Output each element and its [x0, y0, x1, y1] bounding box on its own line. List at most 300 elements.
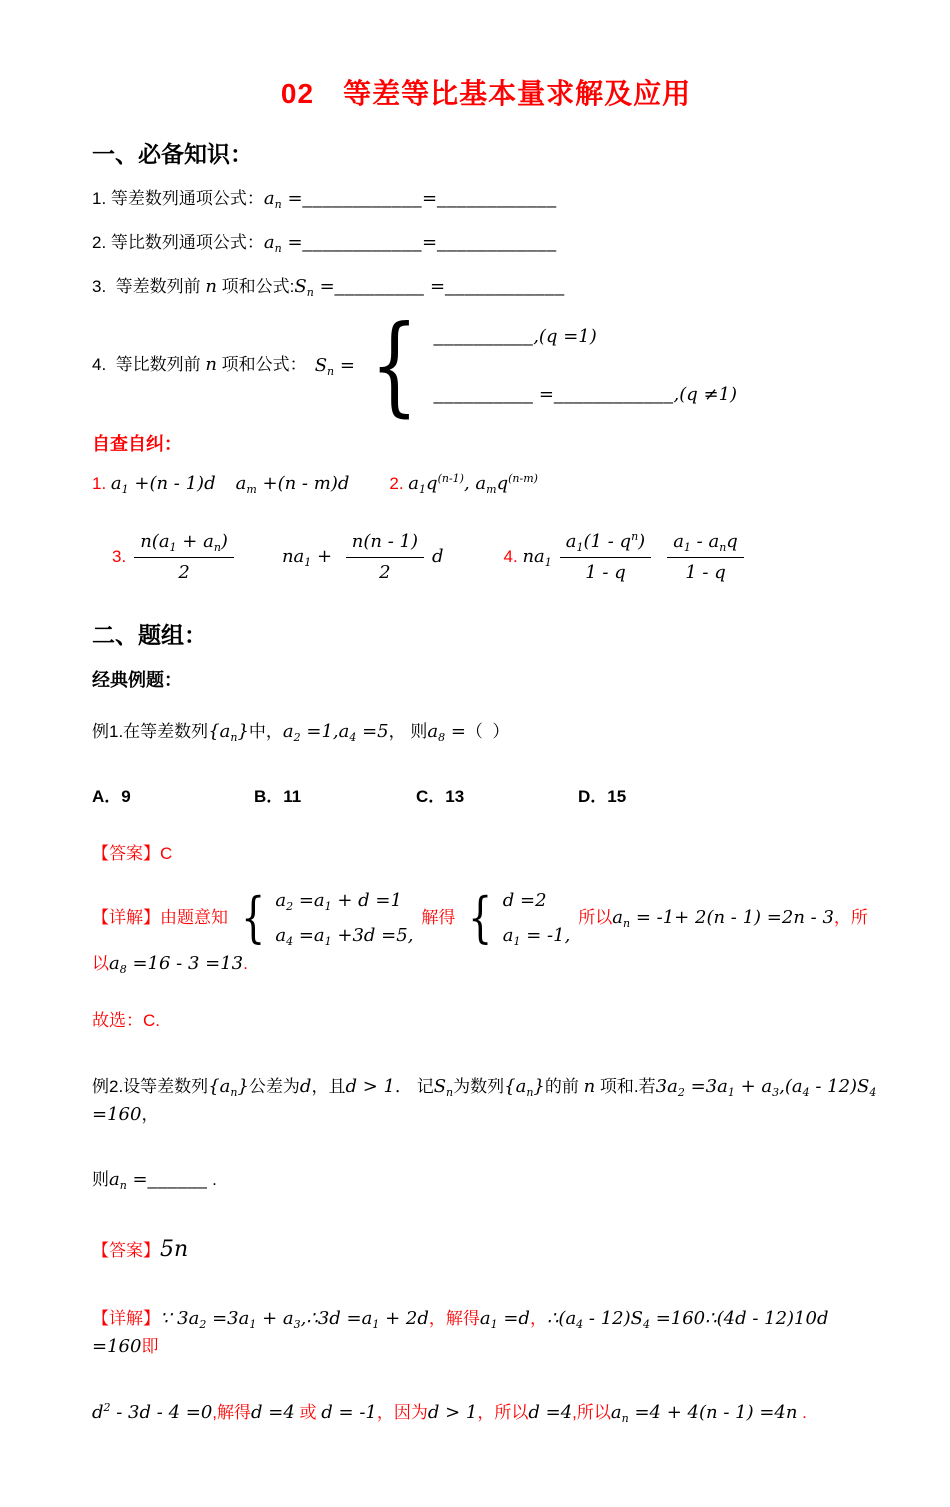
text-run: n [205, 354, 217, 376]
text-run: 因为 [393, 1402, 428, 1422]
text-run: S [630, 1307, 643, 1329]
text-run: n [706, 1401, 718, 1423]
text-run: n [621, 1411, 629, 1425]
knowledge-item-1 [92, 185, 880, 213]
fraction-numerator [560, 528, 651, 558]
text-run: 1 [324, 900, 332, 914]
text-run: n [274, 198, 282, 211]
text-run: a [408, 473, 420, 495]
text-run: q [614, 562, 626, 584]
text-run: +3 [331, 925, 364, 947]
blank-line: ____________ [437, 233, 557, 253]
text-run: m [313, 473, 331, 495]
text-run: 即 [141, 1336, 159, 1356]
text-run: - 12) [809, 1075, 858, 1097]
text-run: q [496, 473, 509, 495]
text-run: n [140, 531, 152, 553]
text-run: a [502, 925, 514, 947]
text-run: 4 [576, 1317, 584, 1331]
classic-examples-heading: 经典例题： [92, 670, 182, 691]
text-run: 4. 等比数列前 [92, 355, 206, 375]
text-run: = [293, 890, 314, 912]
fraction-denominator [178, 558, 189, 587]
text-run: a [313, 890, 325, 912]
text-run: C [160, 843, 173, 863]
text-run: na [281, 546, 305, 568]
text-run: 【详解】由题意知 [92, 908, 228, 928]
blank-line: ____________ [302, 189, 423, 208]
text-run: - 3 [804, 907, 834, 929]
text-run: q [686, 383, 698, 405]
text-run: d [518, 1307, 530, 1329]
text-run: = [497, 1307, 519, 1329]
text-run: =4 [262, 1401, 295, 1423]
cases-line [434, 323, 737, 351]
fraction-denominator [685, 558, 726, 587]
text-run: = [422, 232, 438, 254]
text-run: d [321, 1401, 333, 1423]
text-run: 项和.若 [595, 1076, 656, 1096]
text-run: 1 [513, 935, 521, 949]
text-run: d [329, 1307, 341, 1329]
left-brace: { [468, 886, 493, 950]
knowledge-item-4 [92, 303, 880, 429]
self-check-heading: 自查自纠： [92, 434, 182, 455]
text-run: =1 [369, 890, 402, 912]
text-run: > 1 [439, 1401, 478, 1423]
text-run: = -1+ 2( [630, 907, 714, 929]
knowledge-item-2 [92, 229, 880, 257]
text-run: d [251, 1401, 263, 1423]
text-run: - 1) [168, 473, 205, 495]
text-run: ≠1) [697, 383, 738, 405]
text-run: + [176, 531, 204, 553]
section2-heading: 二、题组： [92, 622, 207, 649]
text-run: ， [477, 1402, 495, 1422]
text-run: a [717, 1075, 728, 1097]
text-run: a [612, 907, 624, 929]
text-run: { [208, 721, 220, 743]
text-run: + 2 [379, 1307, 418, 1329]
text-run: n [719, 541, 727, 555]
text-run: a [708, 531, 720, 553]
example2-stem-cont [92, 1166, 880, 1194]
fraction-denominator [585, 558, 626, 587]
text-run: q [726, 531, 738, 553]
fraction-denominator [379, 558, 390, 587]
text-run: n [284, 473, 297, 495]
text-run: a [282, 721, 294, 743]
text-run: a [188, 1307, 200, 1329]
text-run: - 4 =0 [151, 1401, 213, 1423]
text-run: . [207, 1170, 217, 1190]
text-run: n [230, 1085, 238, 1099]
text-run: ) [638, 531, 646, 553]
text-run: =160 [92, 1307, 835, 1357]
blank-line: __________ [433, 384, 534, 404]
text-run: 解得 [421, 908, 456, 928]
text-run: . [797, 1402, 807, 1422]
blank-line: ____________ [437, 189, 557, 208]
text-run: 【答案】 [92, 1240, 160, 1260]
text-run: - 1) [382, 531, 419, 553]
text-run: } [533, 1075, 545, 1097]
text-run: - 12) [583, 1307, 631, 1329]
text-run: 1 [683, 541, 691, 555]
text-run: a [565, 531, 577, 553]
text-run: 1 [727, 1085, 735, 1099]
text-run: 4 [642, 1317, 650, 1331]
text-run: =5 [356, 721, 389, 743]
text-run: n [174, 1236, 189, 1262]
text-run: 4 [869, 1085, 877, 1099]
text-run: , [300, 1307, 307, 1329]
text-run: - 1) =4 [717, 1401, 786, 1423]
text-run: 2 [293, 731, 301, 745]
text-run: , [463, 473, 476, 495]
text-run: 则 [92, 1170, 109, 1190]
text-run: + [311, 546, 338, 568]
text-run: m [246, 483, 257, 497]
text-run: a [479, 1307, 491, 1329]
text-run: a [275, 890, 287, 912]
text-run: 1 [372, 1317, 380, 1331]
text-run: m [486, 483, 497, 497]
text-run: q [714, 562, 726, 584]
text-run: 3 [772, 1085, 780, 1099]
text-run: + [734, 1075, 762, 1097]
text-run: a [313, 925, 325, 947]
text-run: n [713, 907, 726, 929]
text-run: d [139, 1401, 152, 1423]
text-run: （ ） [465, 722, 510, 742]
text-run: = [533, 383, 555, 405]
text-run: 8 [119, 963, 127, 977]
text-run: 1 - [585, 562, 615, 584]
text-run: a [282, 1307, 294, 1329]
text-run: S [857, 1075, 870, 1097]
text-run: 1. 等差数列通项公式： [92, 189, 264, 208]
text-run: 所以 [578, 908, 613, 928]
text-run: = [281, 232, 303, 254]
text-run: d [528, 1401, 540, 1423]
fraction [560, 528, 651, 587]
text-run: d [204, 473, 216, 495]
text-run: q [545, 325, 558, 347]
text-run: + [331, 890, 359, 912]
text-run: a [610, 1401, 622, 1423]
text-run: 1 [576, 541, 584, 555]
text-run: 所以 [494, 1402, 529, 1422]
text-run: a [565, 1307, 577, 1329]
cases-prefix [315, 352, 355, 380]
text-run: 2 [103, 1400, 111, 1414]
text-run: - [690, 531, 709, 553]
text-run: 所以 [576, 1402, 611, 1422]
text-run: 2. [389, 474, 404, 494]
cases-line [434, 381, 737, 409]
text-run: a [475, 473, 487, 495]
text-run: 4. [503, 547, 518, 567]
text-run: na [522, 546, 545, 568]
text-run: a [361, 1307, 373, 1329]
text-run: n [156, 473, 169, 495]
text-run: a [338, 721, 350, 743]
cases-lines [498, 887, 571, 950]
text-run: . [243, 954, 248, 974]
text-run: n [446, 1085, 454, 1099]
text-run: ( [151, 531, 159, 553]
text-run: 故选：C. [92, 1011, 160, 1031]
text-run: d [432, 546, 444, 568]
text-run: a [275, 925, 287, 947]
text-run: { [504, 1075, 516, 1097]
text-run: 5 [160, 1236, 174, 1262]
text-run: n [370, 531, 383, 553]
text-run: A．9 [92, 787, 131, 807]
text-run: =1) [557, 325, 597, 347]
section1-heading: 一、必备知识： [92, 141, 253, 167]
blank-line: ____________ [554, 384, 674, 404]
text-run: = -1, [520, 925, 571, 947]
text-run: } [237, 721, 249, 743]
text-run: a [667, 1075, 678, 1097]
text-run: ， [529, 1308, 547, 1328]
cases-lines [270, 887, 413, 950]
text-run: a [109, 953, 120, 975]
text-run: = [424, 276, 446, 298]
text-run: ,( [779, 1075, 792, 1097]
piecewise-cases [463, 887, 570, 950]
text-run: 1 [169, 541, 177, 555]
text-run: 解得 [445, 1308, 480, 1328]
text-run: 4 [349, 731, 357, 745]
text-run: + [256, 1307, 283, 1329]
text-run: S [433, 1075, 447, 1097]
text-run: n [230, 731, 238, 745]
piecewise-cases [236, 887, 413, 950]
example1-detail [92, 887, 880, 978]
text-run: ， [428, 1308, 446, 1328]
text-run: = [293, 925, 314, 947]
text-run: +( [256, 473, 285, 495]
text-run: n [631, 530, 639, 544]
text-run: n [583, 1075, 596, 1097]
text-run: 项和公式: [216, 277, 295, 297]
text-run: = [445, 721, 466, 743]
text-run: ， [376, 1402, 394, 1422]
fraction-numerator [134, 528, 234, 558]
cases-line [275, 887, 413, 915]
text-run: d [417, 1307, 429, 1329]
text-run: n [623, 917, 631, 931]
text-run: a [109, 1169, 120, 1191]
text-run: n [119, 1179, 127, 1193]
text-run: d [735, 1307, 747, 1329]
text-run: 3 [317, 1307, 330, 1329]
text-run: n [205, 276, 217, 298]
text-run: 3. 等差数列前 [92, 277, 206, 297]
text-run: a [673, 531, 684, 553]
text-run: 1 [249, 1317, 257, 1331]
fraction [667, 528, 744, 587]
text-run: =16 - 3 =13 [126, 953, 244, 975]
blank-line: ____________ [302, 233, 423, 253]
text-run: 4 [802, 1085, 810, 1099]
text-run: n [274, 242, 282, 256]
text-run: a [235, 473, 247, 495]
text-run: 1 [419, 483, 427, 497]
text-run: =3 [206, 1307, 239, 1329]
text-run: , [572, 1402, 577, 1422]
text-run: 1 - [685, 562, 715, 584]
text-run: n [306, 286, 314, 300]
text-run: (n-1) [437, 472, 464, 486]
text-run: =160 [649, 1307, 706, 1329]
text-run: ( [558, 1307, 566, 1329]
text-run: 3 [293, 1317, 301, 1331]
text-run: n [793, 907, 805, 929]
text-run: D．15 [578, 787, 627, 807]
text-run: > 1 [356, 1075, 395, 1097]
text-run: C．13 [416, 787, 465, 807]
text-run: n [213, 541, 221, 555]
text-run: = [334, 354, 355, 376]
text-run: ， 则 [388, 722, 428, 742]
fraction-numerator [667, 528, 744, 558]
text-run: 的前 [544, 1076, 584, 1096]
text-run: = [340, 1307, 362, 1329]
text-run: d [337, 473, 350, 495]
cases-line [503, 887, 571, 915]
text-run: ∴ [546, 1307, 559, 1329]
example2-answer [92, 1233, 880, 1267]
fraction [346, 528, 424, 587]
text-run: q [426, 473, 438, 495]
text-run: n [351, 531, 364, 553]
text-run: d [502, 890, 515, 912]
text-run: n [327, 364, 335, 378]
blank-line: __________ [433, 326, 534, 346]
text-run: =5, [375, 925, 414, 947]
text-run: =160 [92, 1075, 883, 1125]
text-run: (4 [716, 1307, 736, 1329]
text-run: ∴ [705, 1307, 717, 1329]
text-run: d [816, 1307, 829, 1329]
text-run: a [158, 531, 170, 553]
text-run: 3 [655, 1075, 668, 1097]
blank-line: ____________ [445, 277, 565, 297]
knowledge-item-3 [92, 273, 880, 301]
text-run: 为数列 [453, 1076, 505, 1096]
text-run: 1 [544, 556, 552, 570]
text-run: d [345, 1075, 357, 1097]
text-run: ) [330, 473, 338, 495]
text-run: S [294, 276, 307, 298]
text-run: d [358, 890, 370, 912]
text-run: 例2.设等差数列 [92, 1076, 209, 1096]
text-run: a [761, 1075, 773, 1097]
document-title: 02 等差等比基本量求解及应用 [280, 78, 692, 109]
text-run: = -1 [332, 1401, 377, 1423]
text-run: 1. [92, 474, 107, 494]
text-run: =3 [684, 1075, 718, 1097]
text-run: d [92, 1401, 104, 1423]
text-run: 解得 [217, 1402, 252, 1422]
text-run: 2 [199, 1317, 207, 1331]
text-run: a [219, 1075, 231, 1097]
text-run: S [314, 354, 328, 376]
text-run: 例1.在等差数列 [92, 722, 209, 742]
text-run: a [110, 473, 122, 495]
text-run: 中， [248, 722, 283, 742]
text-run: a [203, 531, 214, 553]
text-run: a [238, 1307, 250, 1329]
text-run: a [219, 721, 231, 743]
text-run: 2 [286, 900, 294, 914]
text-run: = [422, 188, 438, 209]
text-run: { [208, 1075, 220, 1097]
blank-line: ______ [147, 1170, 208, 1190]
text-run: ，且 [311, 1076, 346, 1096]
piecewise-cases [314, 303, 738, 429]
text-run: d [427, 1401, 440, 1423]
example1-stem [92, 718, 880, 746]
text-run: a [427, 721, 439, 743]
example2-detail-1 [92, 1305, 880, 1361]
text-run: 4 [286, 935, 294, 949]
left-brace: { [241, 886, 266, 950]
text-run: ，所以 [92, 908, 868, 974]
text-run: =1, [300, 721, 339, 743]
text-run: , [212, 1402, 218, 1422]
text-run: 1 [304, 556, 312, 570]
text-run: 1 [121, 483, 129, 497]
text-run: 3. [112, 547, 127, 567]
text-run: ,( [533, 325, 546, 347]
text-run: ， [141, 1104, 159, 1124]
text-run: ∴ [306, 1307, 318, 1329]
text-run: (n-m) [508, 472, 538, 486]
text-run: a [515, 1075, 527, 1097]
text-run: - 3 [110, 1401, 140, 1423]
text-run: 1 [324, 935, 332, 949]
fraction [134, 528, 234, 587]
text-run: 2 [379, 562, 391, 584]
text-run: 项和公式： [216, 355, 307, 375]
text-run: a [263, 188, 275, 209]
left-brace: { [370, 303, 419, 429]
text-run: =4 [539, 1401, 573, 1423]
text-run: = [313, 276, 335, 298]
text-run: - 12)10 [746, 1307, 817, 1329]
text-run: 2 [677, 1085, 685, 1099]
text-run: ． 记 [394, 1076, 434, 1096]
text-run: ∵ 3 [160, 1307, 189, 1329]
text-run: d [363, 925, 376, 947]
example1-conclusion [92, 1008, 880, 1034]
text-run: n [785, 1401, 798, 1423]
cases-lines [429, 323, 737, 409]
text-run: 或 [294, 1402, 322, 1422]
example1-options [92, 784, 880, 810]
fraction-numerator [346, 528, 424, 558]
text-run: B．11 [254, 787, 302, 807]
text-run: =4 + 4( [628, 1401, 706, 1423]
example1-answer [92, 841, 880, 867]
text-run: 公差为 [248, 1076, 300, 1096]
text-run: - 1) =2 [725, 907, 794, 929]
